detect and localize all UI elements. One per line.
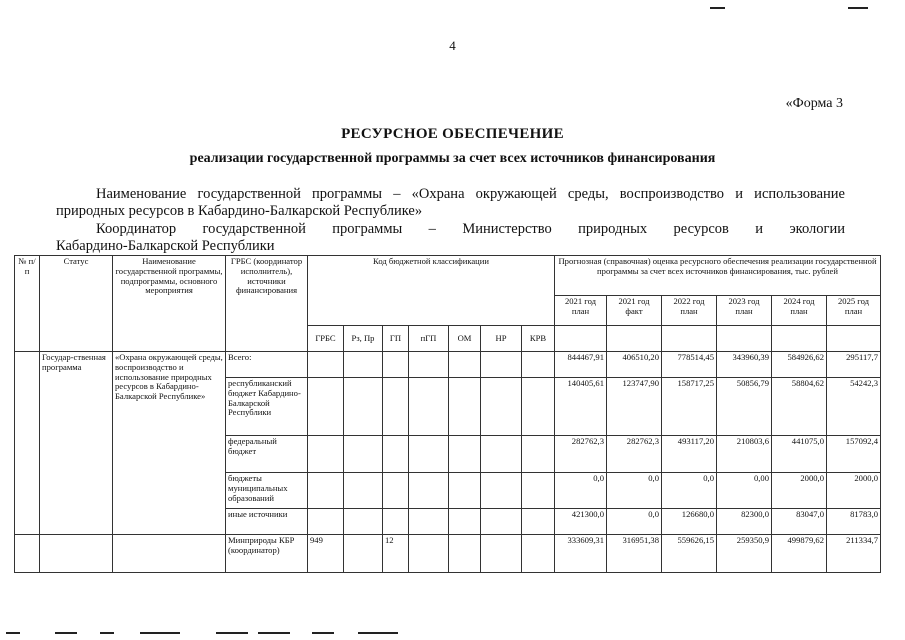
scan-mark <box>6 632 20 634</box>
resource-table <box>14 255 881 573</box>
value-cell: 81783,0 <box>827 509 881 535</box>
value-cell: 421300,0 <box>555 509 607 535</box>
scan-mark <box>312 632 334 634</box>
value-cell: 333609,31 <box>555 535 607 573</box>
value-cell: 158717,25 <box>662 378 717 436</box>
value-cell: 778514,45 <box>662 352 717 378</box>
form-label: «Форма 3 <box>785 96 843 111</box>
header-kbk-om: ОМ <box>449 326 481 352</box>
value-cell: 0,0 <box>662 473 717 509</box>
value-cell: 559626,15 <box>662 535 717 573</box>
header-year: 2024 год план <box>772 296 827 326</box>
scan-mark <box>258 632 290 634</box>
header-year: 2022 год план <box>662 296 717 326</box>
status-cell: Государ-ственная программа <box>40 352 113 535</box>
header-grbs: ГРБС (координатор исполнитель), источники финансирования <box>226 256 308 352</box>
value-cell: 584926,62 <box>772 352 827 378</box>
header-kbk-rzpr: Рз, Пр <box>344 326 383 352</box>
value-cell: 54242,3 <box>827 378 881 436</box>
value-cell: 83047,0 <box>772 509 827 535</box>
coordinator-continuation: Кабардино-Балкарской Республики <box>56 238 275 254</box>
value-cell: 316951,38 <box>607 535 662 573</box>
value-cell: 157092,4 <box>827 436 881 473</box>
header-year: 2021 год план <box>555 296 607 326</box>
document-subtitle: реализации государственной программы за счет всех источников финансирования <box>189 151 716 166</box>
value-cell: 0,0 <box>555 473 607 509</box>
value-cell: 343960,39 <box>717 352 772 378</box>
value-cell: 295117,7 <box>827 352 881 378</box>
value-cell: 211334,7 <box>827 535 881 573</box>
scan-mark <box>710 7 725 9</box>
header-status: Статус <box>40 256 113 352</box>
source-cell: республиканский бюджет Кабардино-Балкарской Республики <box>226 378 308 436</box>
header-kbk: Код бюджетной классификации <box>308 256 555 326</box>
source-cell: Минприроды КБР (координатор) <box>226 535 308 573</box>
page-number: 4 <box>449 38 456 53</box>
value-cell: 282762,3 <box>555 436 607 473</box>
value-cell: 499879,62 <box>772 535 827 573</box>
value-cell: 126680,0 <box>662 509 717 535</box>
value-cell: 2000,0 <box>827 473 881 509</box>
gp-code-cell: 12 <box>383 535 409 573</box>
value-cell: 844467,91 <box>555 352 607 378</box>
program-name-cell: «Охрана окружающей среды, воспроизводство и использование природных ресурсов в Кабардино-Балкарской Республике» <box>113 352 226 535</box>
source-cell: Всего: <box>226 352 308 378</box>
value-cell: 58804,62 <box>772 378 827 436</box>
value-cell: 0,00 <box>717 473 772 509</box>
header-num: № п/п <box>15 256 40 352</box>
program-name: Наименование государственной программы – «Охрана окружающей среды, воспроизводство и использование природных ресурсов в Кабардино-Балкарской Республике» <box>56 186 845 219</box>
value-cell: 50856,79 <box>717 378 772 436</box>
scan-mark <box>55 632 77 634</box>
scan-mark <box>216 632 248 634</box>
value-cell: 282762,3 <box>607 436 662 473</box>
header-kbk-krv: КРВ <box>522 326 555 352</box>
value-cell: 259350,9 <box>717 535 772 573</box>
header-year: 2021 год факт <box>607 296 662 326</box>
scan-mark <box>140 632 180 634</box>
source-cell: бюджеты муниципальных образований <box>226 473 308 509</box>
source-cell: федеральный бюджет <box>226 436 308 473</box>
document-title: РЕСУРСНОЕ ОБЕСПЕЧЕНИЕ <box>341 126 564 142</box>
header-kbk-nr: НР <box>481 326 522 352</box>
value-cell: 123747,90 <box>607 378 662 436</box>
value-cell: 0,0 <box>607 509 662 535</box>
value-cell: 493117,20 <box>662 436 717 473</box>
table-row <box>15 352 881 378</box>
value-cell: 406510,20 <box>607 352 662 378</box>
header-kbk-pgp: пГП <box>409 326 449 352</box>
header-name: Наименование государственной программы, подпрограммы, основного мероприятия <box>113 256 226 352</box>
source-cell: иные источники <box>226 509 308 535</box>
coordinator-line: Координатор государственной программы – Министерство природных ресурсов и экологии <box>96 221 845 237</box>
header-year: 2023 год план <box>717 296 772 326</box>
scan-mark <box>358 632 398 634</box>
value-cell: 0,0 <box>607 473 662 509</box>
value-cell: 210803,6 <box>717 436 772 473</box>
grbs-code-cell: 949 <box>308 535 344 573</box>
table-row <box>15 535 881 573</box>
header-year: 2025 год план <box>827 296 881 326</box>
header-kbk-grbs: ГРБС <box>308 326 344 352</box>
header-forecast: Прогнозная (справочная) оценка ресурсного обеспечения реализации государственной программы за счет всех источников финансирования, тыс. рублей <box>555 256 881 296</box>
value-cell: 2000,0 <box>772 473 827 509</box>
header-kbk-gp: ГП <box>383 326 409 352</box>
value-cell: 441075,0 <box>772 436 827 473</box>
value-cell: 140405,61 <box>555 378 607 436</box>
scan-mark <box>848 7 868 9</box>
scan-mark <box>100 632 114 634</box>
value-cell: 82300,0 <box>717 509 772 535</box>
